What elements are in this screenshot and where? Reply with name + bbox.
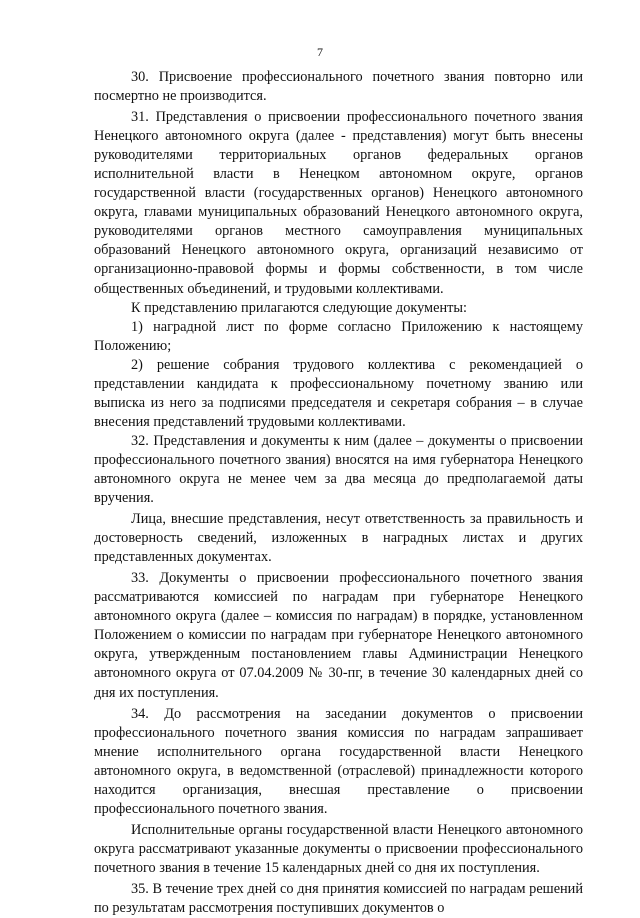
paragraph-33: 33. Документы о присвоении профессионального почетного звания рассматриваются комиссией по наградам при губернаторе Ненецкого автономного округа (далее – комиссия по наградам) в порядке, установленном Положением о комиссии по наградам при губернаторе Ненецкого автономного округа, утвержденным постановлением главы Администрации Ненецкого автономного округа от 07.04.2009 № 30-пг, в течение 30 календарных дней со дня их поступления. [94, 570, 583, 701]
paragraph-30: 30. Присвоение профессионального почетного звания повторно или посмертно не производится. [94, 69, 583, 105]
paragraph-35: 35. В течение трех дней со дня принятия комиссией по наградам решений по результатам рассмотрения поступивших документов о [94, 880, 583, 917]
paragraph-attachments-intro: К представлению прилагаются следующие документы: [131, 299, 467, 316]
paragraph-responsibility: Лица, внесшие представления, несут ответственность за правильность и достоверность сведений, изложенных в наградных листах и других представленных документах. [94, 511, 583, 566]
paragraph-attachment-1: 1) наградной лист по форме согласно Приложению к настоящему Положению; [94, 318, 583, 354]
paragraph-34: 34. До рассмотрения на заседании документов о присвоении профессионального почетного звания комиссия по наградам запрашивает мнение исполнительного органа государственной власти Ненецкого автономного округа, в ведомственной (отраслевой) принадлежности которого находится организация, внесшая преставление о присвоении профессионального почетного звания. [94, 705, 583, 817]
paragraph-executive-bodies: Исполнительные органы государственной власти Ненецкого автономного округа рассматривают указанные документы о присвоении профессионального почетного звания в течение 15 календарных дней со дня их поступления. [94, 821, 583, 876]
paragraph-attachment-2: 2) решение собрания трудового коллектива с рекомендацией о представлении кандидата к профессиональному почетному званию или выписка из него за подписями председателя и секретаря собрания – в случае внесения представлений трудовыми коллективами. [94, 356, 583, 430]
paragraph-31: 31. Представления о присвоении профессионального почетного звания Ненецкого автономного округа (далее - представления) могут быть внесены руководителями территориальных органов федеральных органов исполнительной власти в Ненецком автономном округе, органов государственной власти (государственных органов) Ненецкого автономного округа, главами муниципальных образований Ненецкого автономного округа, руководителями органов местного самоуправления муниципальных образований Ненецкого автономного округа, организаций независимо от организационно-правовой формы и формы собственности, в том числе общественных объединений, и трудовыми коллективами. [94, 109, 583, 297]
page-number: 7 [317, 45, 323, 59]
document-body [94, 68, 583, 918]
paragraph-32: 32. Представления и документы к ним (далее – документы о присвоении профессионального почетного звания) вносятся на имя губернатора Ненецкого автономного округа не менее чем за два месяца до предполагаемой даты вручения. [94, 432, 583, 507]
